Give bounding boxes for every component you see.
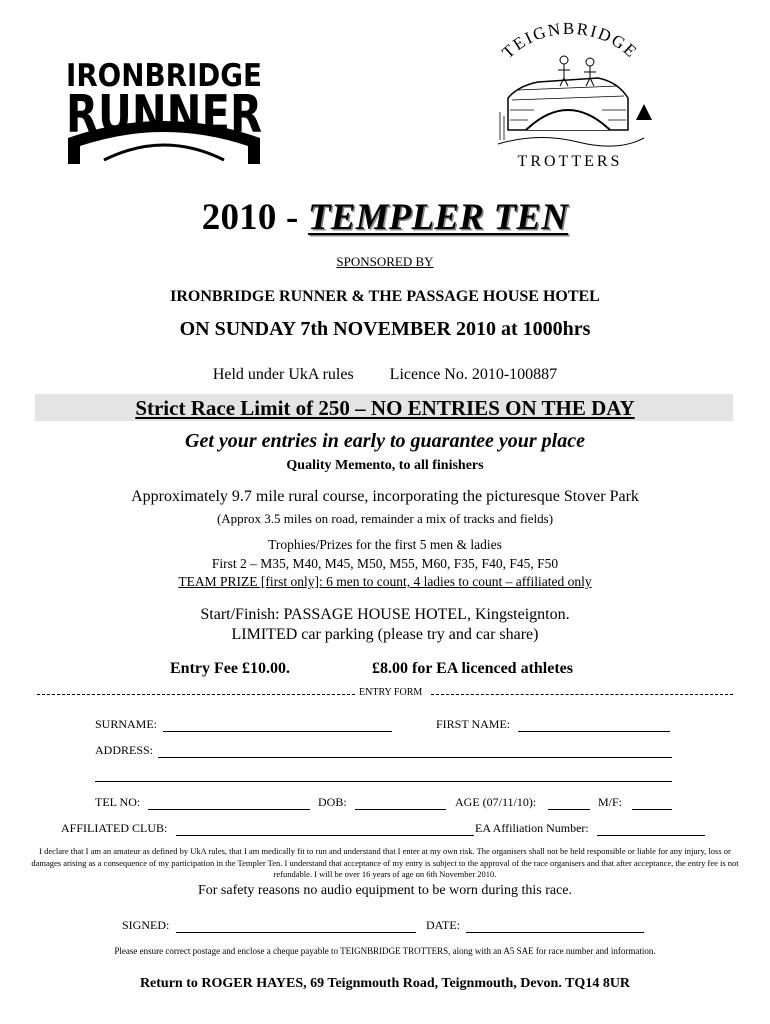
mf-label: M/F: [598, 795, 623, 809]
parking-notice: LIMITED car parking (please try and car share) [231, 626, 539, 643]
age-categories: First 2 – M35, M40, M45, M50, M55, M60, F35, F40, F45, F50 [211, 556, 559, 571]
rules-text: Held under UkA rules [212, 366, 354, 383]
signed-label: SIGNED: [122, 918, 170, 932]
address-field-line-1[interactable] [158, 757, 672, 758]
age-label: AGE (07/11/10): [455, 795, 537, 809]
start-finish: Start/Finish: PASSAGE HOUSE HOTEL, Kingsteignton. [200, 606, 570, 623]
safety-notice: For safety reasons no audio equipment to be worn during this race. [197, 883, 573, 898]
teignbridge-trotters-logo [478, 20, 662, 172]
race-limit: Strict Race Limit of 250 – NO ENTRIES ON THE DAY [135, 396, 635, 420]
entry-fee: Entry Fee £10.00. [170, 660, 290, 677]
dob-field[interactable] [355, 809, 446, 810]
entry-form-heading: ENTRY FORM [359, 687, 423, 698]
age-field[interactable] [548, 809, 590, 810]
race-year: 2010 - [201, 197, 309, 238]
first-name-label: FIRST NAME: [436, 717, 511, 731]
licenced-fee: £8.00 for EA licenced athletes [372, 660, 574, 677]
tel-label: TEL NO: [95, 795, 141, 809]
ironbridge-runner-logo [64, 52, 264, 164]
address-field-line-2[interactable] [95, 781, 672, 782]
club-label: AFFILIATED CLUB: [61, 821, 168, 835]
tel-field[interactable] [148, 809, 310, 810]
svg-text:IRONBRIDGE: IRONBRIDGE [66, 58, 262, 94]
date-field[interactable] [466, 932, 644, 933]
memento-notice: Quality Memento, to all finishers [286, 458, 484, 473]
dob-label: DOB: [318, 795, 347, 809]
course-description: Approximately 9.7 mile rural course, incorporating the picturesque Stover Park [131, 488, 639, 505]
ea-number-field[interactable] [597, 835, 705, 836]
race-name: TEMPLER TEN [308, 197, 569, 238]
svg-text:TROTTERS: TROTTERS [517, 153, 623, 170]
svg-text:TEIGNBRIDGE: TEIGNBRIDGE [498, 20, 642, 63]
surname-label: SURNAME: [95, 717, 158, 731]
date-label: DATE: [426, 918, 460, 932]
first-name-field[interactable] [518, 731, 670, 732]
declaration-text: I declare that I am an amateur as defined by UkA rules, that I am medically fit to run and understand that I enter at my own risk. The organisers shall not be held responsible or liable for any injury, loss or damages arising as a consequence of my participation in the Templer Ten. I understand that acceptance of my entry is subject to the approval of the race organisers and that after acceptance, the entry fee is not refundable. I will be over 16 years of age on 6th November 2010. [31, 846, 739, 879]
licence-number: Licence No. 2010-100887 [389, 366, 558, 383]
address-label: ADDRESS: [95, 743, 154, 757]
sponsors: IRONBRIDGE RUNNER & THE PASSAGE HOUSE HOTEL [170, 288, 600, 305]
svg-text:RUNNER: RUNNER [66, 85, 262, 145]
mf-field[interactable] [632, 809, 672, 810]
rules-line [0, 366, 770, 384]
race-title [0, 196, 770, 239]
sponsored-by-label: SPONSORED BY [336, 254, 434, 269]
early-entries-notice: Get your entries in early to guarantee your place [185, 430, 585, 452]
course-detail: (Approx 3.5 miles on road, remainder a mix of tracks and fields) [216, 511, 554, 526]
signature-field[interactable] [176, 932, 416, 933]
return-address: Return to ROGER HAYES, 69 Teignmouth Road, Teignmouth, Devon. TQ14 8UR [139, 976, 631, 991]
entry-form-divider [37, 688, 733, 700]
trophies-text: Trophies/Prizes for the first 5 men & ladies [268, 537, 502, 552]
postage-instructions: Please ensure correct postage and enclose a cheque payable to TEIGNBRIDGE TROTTERS, along with an A5 SAE for race number and information. [114, 946, 656, 956]
surname-field[interactable] [163, 731, 392, 732]
race-date: ON SUNDAY 7th NOVEMBER 2010 at 1000hrs [179, 318, 591, 340]
ea-number-label: EA Affiliation Number: [475, 821, 589, 835]
team-prize: TEAM PRIZE [first only]: 6 men to count, 4 ladies to count – affiliated only [178, 574, 592, 589]
club-field[interactable] [176, 835, 474, 836]
